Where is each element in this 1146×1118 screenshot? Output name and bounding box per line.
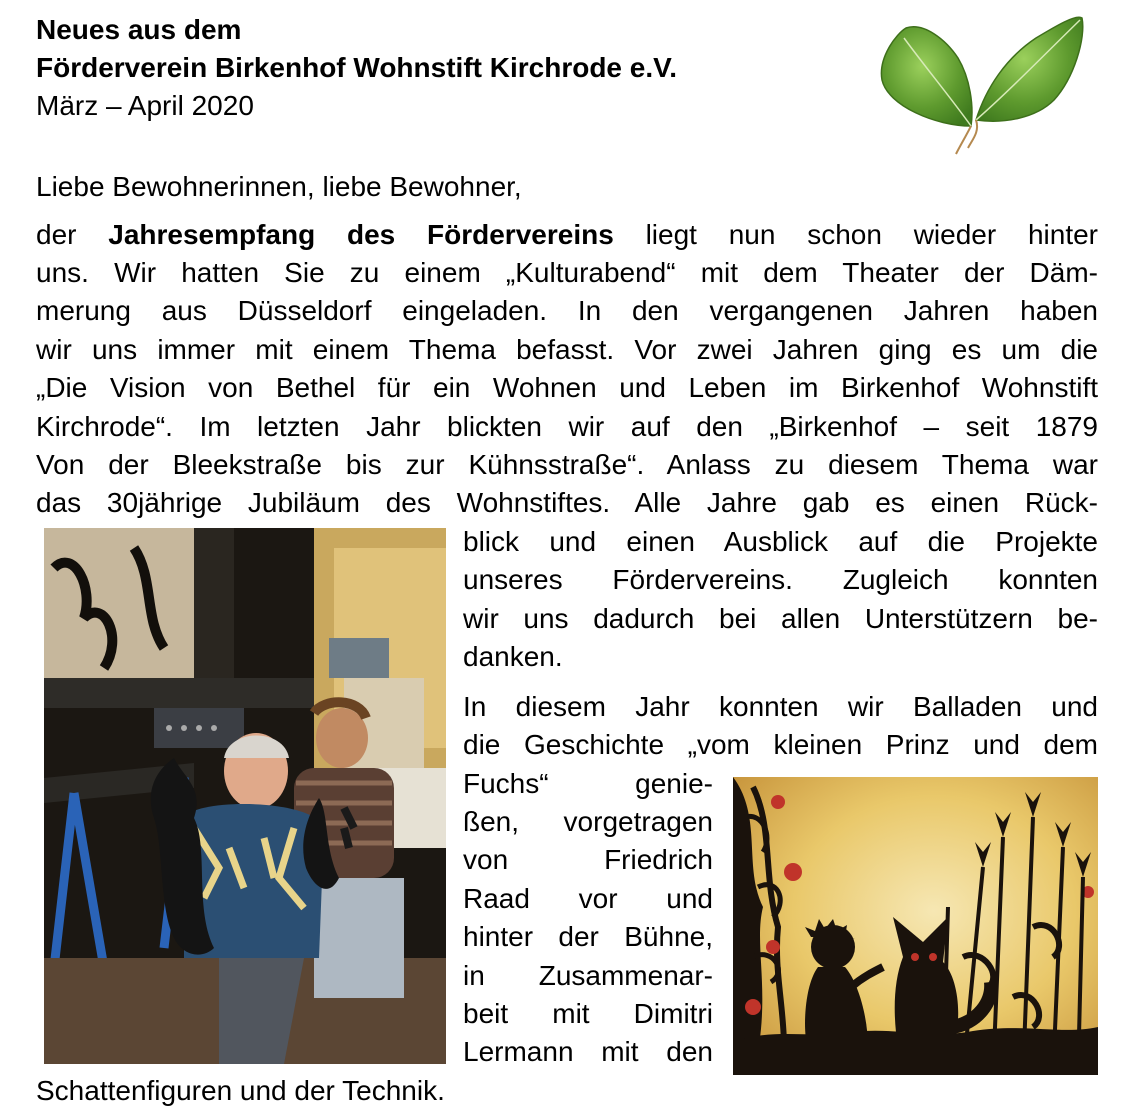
paragraph1-line: wir uns immer mit einem Thema befasst. Vor zwei Jahren ging es um die bbox=[36, 334, 1098, 365]
paragraph2-line: Lermann mit den bbox=[463, 1036, 713, 1067]
paragraph2-line: in Zusammenar- bbox=[463, 960, 713, 991]
paragraph2-line: hinter der Bühne, bbox=[463, 921, 713, 952]
paragraph1-line1 bbox=[36, 216, 1098, 254]
paragraph2-line: Schattenfiguren und der Technik. bbox=[36, 1075, 445, 1106]
paragraph2-line: ßen, vorgetragen bbox=[463, 806, 713, 837]
birch-leaves-logo bbox=[876, 8, 1088, 158]
paragraph1-line: Von der Bleekstraße bis zur Kühnsstraße“. Anlass zu diesem Thema war bbox=[36, 449, 1098, 480]
newsletter-date: März – April 2020 bbox=[36, 90, 254, 121]
paragraph1-line: „Die Vision von Bethel für ein Wohnen und Leben im Birkenhof Wohnstift bbox=[36, 372, 1098, 403]
paragraph1-line: uns. Wir hatten Sie zu einem „Kulturabend“ mit dem Theater der Däm- bbox=[36, 257, 1098, 288]
paragraph1-line: wir uns dadurch bei allen Unterstützern be- bbox=[463, 603, 1098, 634]
paragraph1-line: danken. bbox=[463, 641, 563, 672]
paragraph1-lead-rest: liegt nun schon wieder hinter bbox=[613, 219, 1098, 250]
greeting: Liebe Bewohnerinnen, liebe Bewohner, bbox=[36, 171, 522, 202]
paragraph1-line: Kirchrode“. Im letzten Jahr blickten wir auf den „Birkenhof – seit 1879 bbox=[36, 411, 1098, 442]
paragraph2-line: Raad vor und bbox=[463, 883, 713, 914]
paragraph1-lead: der bbox=[36, 219, 109, 250]
paragraph2-line: In diesem Jahr konnten wir Balladen und bbox=[463, 691, 1098, 722]
newsletter-title-line1: Neues aus dem bbox=[36, 14, 242, 45]
paragraph2-line: beit mit Dimitri bbox=[463, 998, 713, 1029]
jahresempfang-bold: Jahresempfang des Fördervereins bbox=[108, 219, 614, 250]
paragraph2-line: von Friedrich bbox=[463, 844, 713, 875]
backstage-photo bbox=[44, 528, 446, 1064]
paragraph1-line: merung aus Düsseldorf eingeladen. In den vergangenen Jahren haben bbox=[36, 295, 1098, 326]
paragraph2-line: die Geschichte „vom kleinen Prinz und dem bbox=[463, 729, 1098, 760]
paragraph1-line: das 30jährige Jubiläum des Wohnstiftes. Alle Jahre gab es einen Rück- bbox=[36, 487, 1098, 518]
shadow-theatre-photo bbox=[733, 777, 1098, 1075]
newsletter-title-line2: Förderverein Birkenhof Wohnstift Kirchrode e.V. bbox=[36, 52, 678, 83]
paragraph2-line: Fuchs“ genie- bbox=[463, 768, 713, 799]
paragraph1-line: blick und einen Ausblick auf die Projekte bbox=[463, 526, 1098, 557]
paragraph1-line: unseres Fördervereins. Zugleich konnten bbox=[463, 564, 1098, 595]
